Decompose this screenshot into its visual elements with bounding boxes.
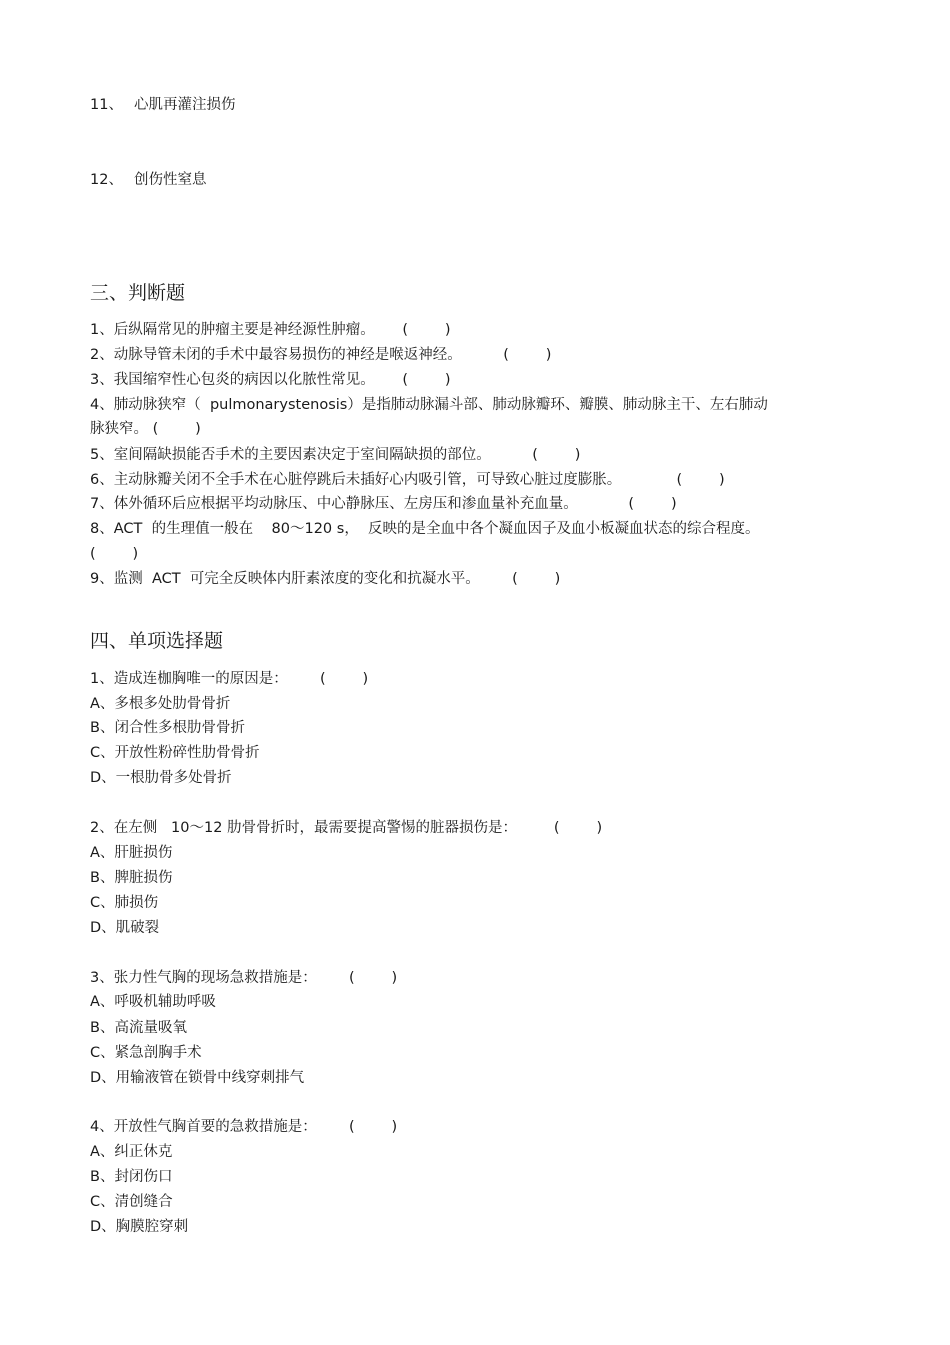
question-stem: 2、在左侧 10～12 肋骨骨折时，最需要提高警惕的脏器损伤是： ( ): [90, 820, 603, 836]
question-option: A、多根多处肋骨骨折: [90, 696, 231, 712]
question-option: A、肝脏损伤: [90, 845, 173, 861]
question-option: C、紧急剖胸手术: [90, 1045, 202, 1061]
question-option: B、脾脏损伤: [90, 870, 173, 886]
judgment-item-continued: ( ): [90, 546, 139, 562]
term-text: 心肌再灌注损伤: [134, 97, 236, 113]
judgment-item: 6、主动脉瓣关闭不全手术在心脏停跳后未插好心内吸引管，可导致心脏过度膨胀。 ( ): [90, 472, 725, 488]
judgment-item: 4、肺动脉狭窄（ pulmonarystenosis）是指肺动脉漏斗部、肺动脉瓣环、瓣膜、肺动脉主干、左右肺动: [90, 397, 768, 413]
question-option: A、呼吸机辅助呼吸: [90, 994, 216, 1010]
question-stem: 1、造成连枷胸唯一的原因是： ( ): [90, 671, 369, 687]
term-text: 创伤性窒息: [134, 172, 207, 188]
question-option: A、纠正休克: [90, 1144, 173, 1160]
question-stem: 4、开放性气胸首要的急救措施是： ( ): [90, 1119, 398, 1135]
judgment-item-continued: 脉狭窄。 ( ): [90, 421, 201, 437]
question-option: C、开放性粉碎性肋骨骨折: [90, 745, 260, 761]
term-number: 12、: [90, 172, 123, 188]
question-option: D、肌破裂: [90, 920, 160, 936]
judgment-item: 5、室间隔缺损能否手术的主要因素决定于室间隔缺损的部位。 ( ): [90, 447, 581, 463]
section-heading-single-choice: 四、单项选择题: [90, 630, 224, 652]
judgment-item: 7、体外循环后应根据平均动脉压、中心静脉压、左房压和渗血量补充血量。 ( ): [90, 496, 677, 512]
judgment-item: 9、监测 ACT 可完全反映体内肝素浓度的变化和抗凝水平。 ( ): [90, 571, 561, 587]
section-heading-true-false: 三、判断题: [90, 282, 186, 304]
question-option: B、封闭伤口: [90, 1169, 173, 1185]
judgment-item: 1、后纵隔常见的肿瘤主要是神经源性肿瘤。 ( ): [90, 322, 451, 338]
judgment-item: 3、我国缩窄性心包炎的病因以化脓性常见。 ( ): [90, 372, 451, 388]
question-option: D、胸膜腔穿刺: [90, 1219, 189, 1235]
term-number: 11、: [90, 97, 123, 113]
question-option: C、肺损伤: [90, 895, 159, 911]
judgment-item: 8、ACT 的生理值一般在 80～120 s， 反映的是全血中各个凝血因子及血小板凝血状态的综合程度。: [90, 521, 760, 537]
judgment-item: 2、动脉导管未闭的手术中最容易损伤的神经是喉返神经。 ( ): [90, 347, 552, 363]
question-option: B、高流量吸氧: [90, 1020, 187, 1036]
question-stem: 3、张力性气胸的现场急救措施是： ( ): [90, 970, 398, 986]
question-option: D、一根肋骨多处骨折: [90, 770, 232, 786]
question-option: C、清创缝合: [90, 1194, 173, 1210]
question-option: B、闭合性多根肋骨骨折: [90, 720, 245, 736]
question-option: D、用输液管在锁骨中线穿刺排气: [90, 1070, 305, 1086]
